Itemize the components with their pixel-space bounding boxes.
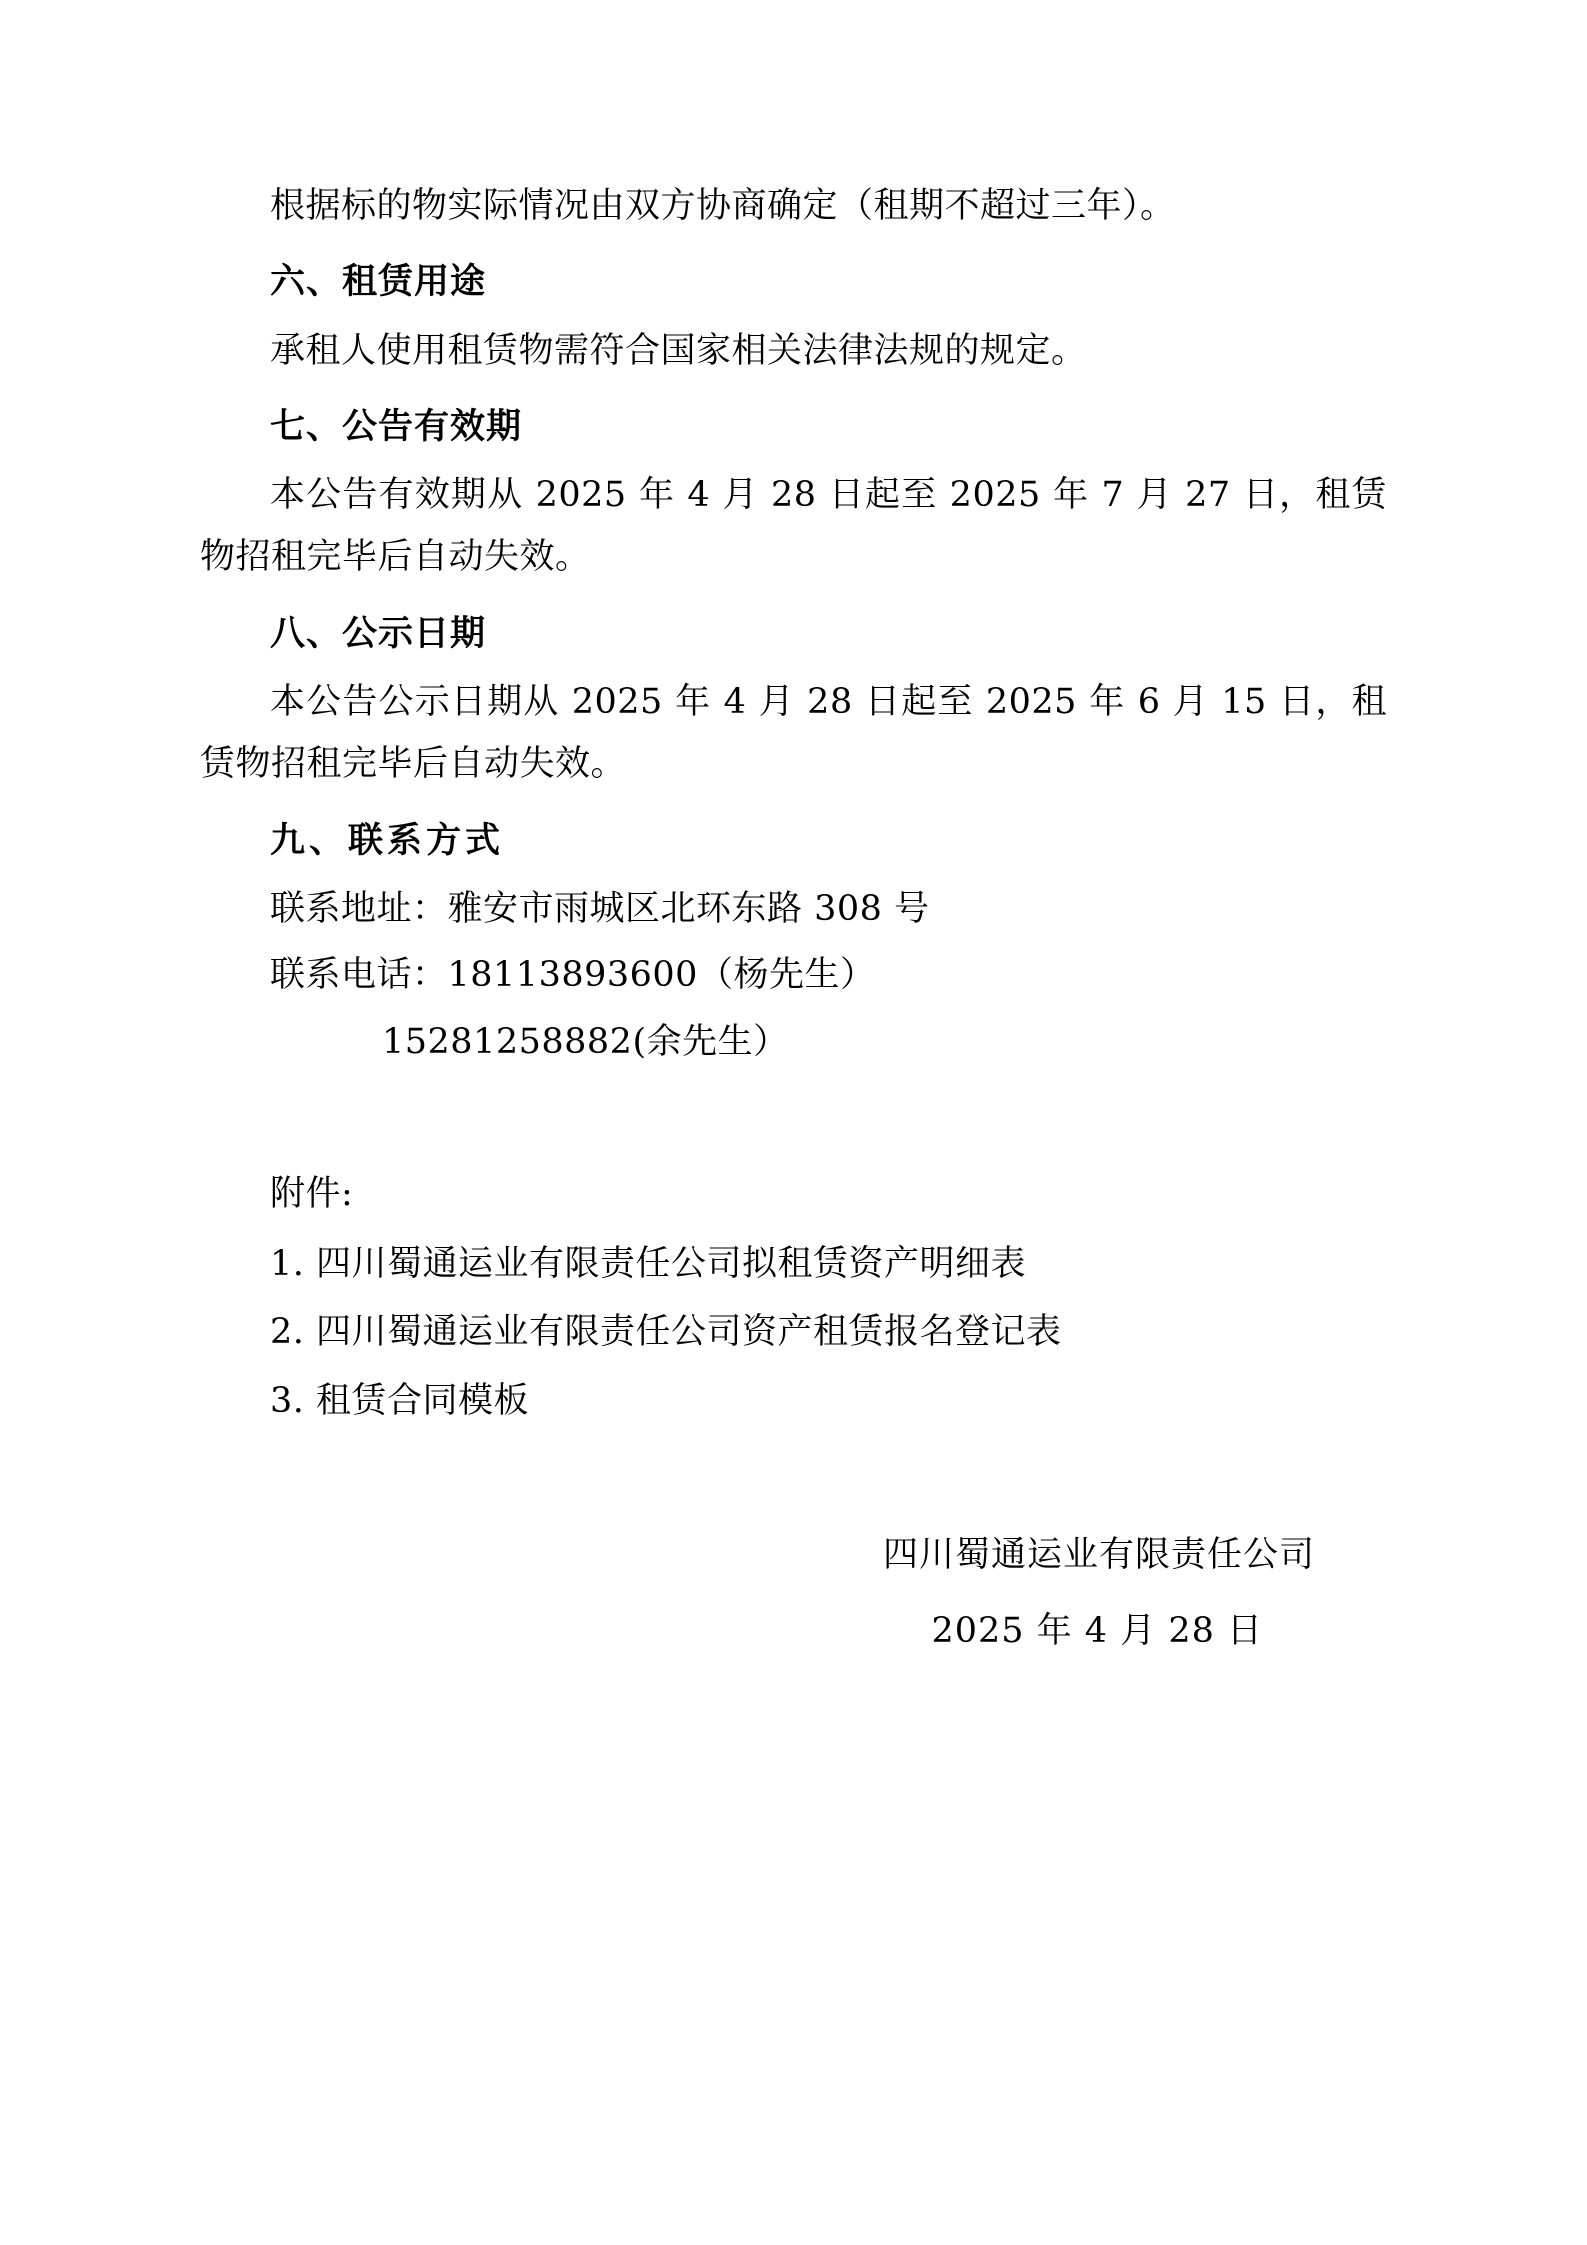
continued-paragraph: 根据标的物实际情况由双方协商确定（租期不超过三年）。 xyxy=(270,186,1176,226)
section-heading-9 xyxy=(200,810,1387,872)
contact-phone-2: 15281258882(余先生） xyxy=(382,1021,789,1062)
section-paragraph-7: 本公告有效期从 2025 年 4 月 28 日起至 2025 年 7 月 27 日，租赁物招租完毕后自动失效。 xyxy=(200,475,1387,578)
section-paragraph-8: 本公告公示日期从 2025 年 4 月 28 日起至 2025 年 6 月 15 日，租赁物招租完毕后自动失效。 xyxy=(200,682,1387,785)
signature-company: 四川蜀通运业有限责任公司 xyxy=(882,1535,1315,1576)
spacer xyxy=(200,1077,1387,1163)
contact-heading-text: 九、联系方式 xyxy=(270,819,505,861)
section-paragraph-6: 承租人使用租赁物需符合国家相关法律法规的规定。 xyxy=(270,330,1087,371)
section-heading-8: 八、公示日期 xyxy=(270,612,487,654)
document-body xyxy=(200,175,1387,1663)
attachment-item-3: 3. 租赁合同模板 xyxy=(270,1380,530,1421)
signature-block xyxy=(200,1524,1387,1663)
attachment-item-2: 2. 四川蜀通运业有限责任公司资产租赁报名登记表 xyxy=(270,1312,1062,1353)
signature-date: 2025 年 4 月 28 日 xyxy=(931,1611,1263,1652)
attachment-item-1: 1. 四川蜀通运业有限责任公司拟租赁资产明细表 xyxy=(270,1244,1027,1285)
section-heading-6: 六、租赁用途 xyxy=(270,261,487,303)
contact-phone-1: 联系电话：18113893600（杨先生） xyxy=(270,955,876,996)
contact-address: 联系地址：雅安市雨城区北环东路 308 号 xyxy=(270,888,930,929)
section-heading-7: 七、公告有效期 xyxy=(270,405,523,447)
attachments-title: 附件: xyxy=(270,1173,354,1214)
